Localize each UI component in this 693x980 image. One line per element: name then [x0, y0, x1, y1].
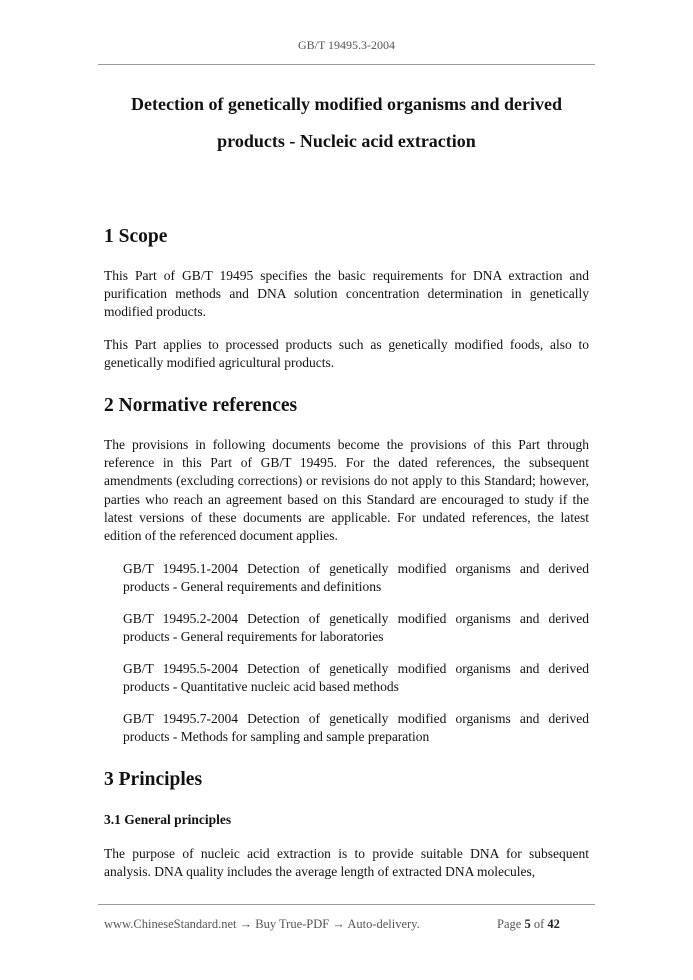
scope-heading: 1 Scope — [104, 226, 168, 247]
reference-item: GB/T 19495.1-2004 Detection of genetically modified organisms and derived products - General requirements and definitions — [123, 561, 589, 595]
page-label: Page — [497, 917, 522, 931]
title-line-2: products - Nucleic acid extraction — [217, 131, 476, 151]
reference-item-2-block — [123, 610, 589, 646]
reference-item-1-block — [123, 560, 589, 596]
scope-paragraph-2-block — [104, 336, 589, 372]
title-line-1: Detection of genetically modified organisms and derived — [131, 94, 562, 114]
scope-paragraph-1: This Part of GB/T 19495 specifies the basic requirements for DNA extraction and purification methods and DNA solution concentration determination in genetically modified products. — [104, 268, 589, 320]
reference-item: GB/T 19495.7-2004 Detection of genetically modified organisms and derived products - Methods for sampling and sample preparation — [123, 711, 589, 745]
section-scope — [104, 225, 589, 249]
normative-references-heading: 2 Normative references — [104, 395, 298, 416]
page-current: 5 — [524, 917, 531, 931]
general-principles-paragraph: The purpose of nucleic acid extraction is to provide suitable DNA for subsequent analysis. DNA quality includes the average length of extracted DNA molecules, — [104, 846, 589, 880]
general-principles-paragraph-block — [104, 845, 589, 881]
arrow-right-icon: → — [239, 917, 253, 931]
general-principles-heading: 3.1 General principles — [104, 812, 232, 827]
page-total: 42 — [547, 917, 560, 931]
header-divider — [98, 64, 595, 65]
reference-item-3-block — [123, 660, 589, 696]
reference-item-4-block — [123, 710, 589, 746]
general-principles-heading-block — [104, 811, 589, 829]
reference-item: GB/T 19495.5-2004 Detection of genetically modified organisms and derived products - Quantitative nucleic acid based methods — [123, 661, 589, 695]
section-normative-references — [104, 394, 589, 418]
footer-buy-text: Buy True-PDF — [255, 917, 330, 931]
section-principles — [104, 768, 589, 792]
reference-item: GB/T 19495.2-2004 Detection of genetically modified organisms and derived products - General requirements for laboratories — [123, 611, 589, 645]
arrow-right-icon: → — [332, 917, 345, 931]
scope-paragraph-2: This Part applies to processed products such as genetically modified foods, also to genetically modified agricultural products. — [104, 337, 589, 371]
principles-heading: 3 Principles — [104, 769, 203, 790]
document-header-code: GB/T 19495.3-2004 — [297, 38, 396, 52]
page-of-label: of — [533, 917, 545, 931]
footer-promo — [104, 917, 420, 932]
document-title — [104, 86, 589, 160]
normative-paragraph-block — [104, 436, 589, 545]
normative-references-paragraph: The provisions in following documents become the provisions of this Part through reference in this Part of GB/T 19495. For the dated references, the subsequent amendments (excluding corrections) or revisions do not apply to this Standard; however, parties who reach an agreement based on this Standard are encouraged to study if the latest versions of these documents are applicable. For undated references, the latest edition of the referenced document applies. — [104, 437, 589, 544]
scope-paragraph-1-block — [104, 267, 589, 322]
page-indicator — [497, 917, 560, 932]
footer-site-link[interactable]: www.ChineseStandard.net — [104, 917, 237, 931]
footer-divider — [98, 904, 595, 905]
footer-delivery-text: Auto-delivery. — [347, 917, 420, 931]
